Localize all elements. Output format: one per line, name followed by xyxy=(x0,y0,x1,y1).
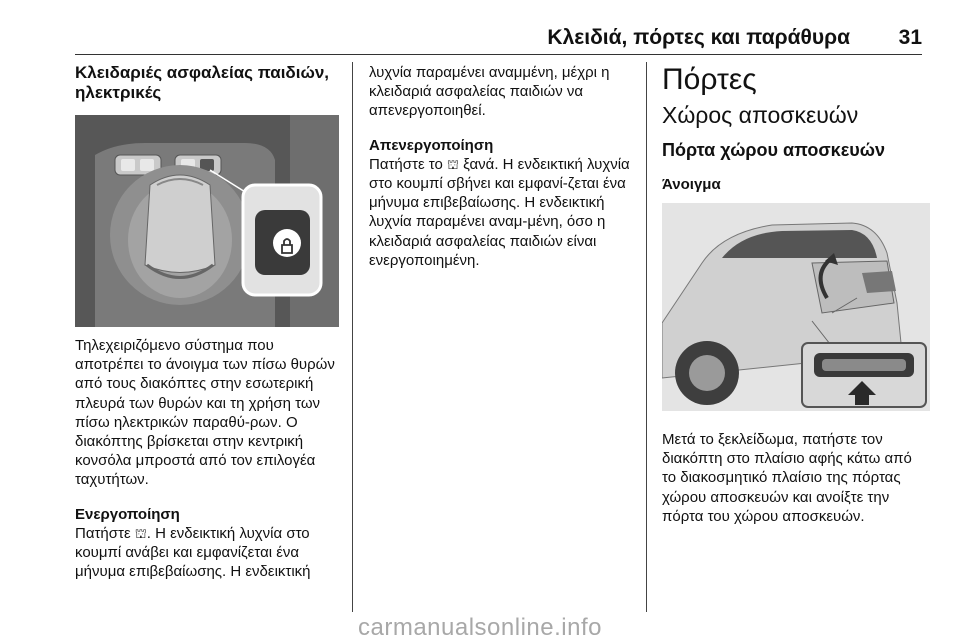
column-1 xyxy=(75,63,343,103)
activation-heading: Ενεργοποίηση xyxy=(75,505,180,523)
child-lock-description: Τηλεχειριζόμενο σύστημα που αποτρέπει το άνοιγμα των πίσω θυρών από τους διακόπτες στην εσωτερική πλευρά των θυρών και τη χρήση των πίσω ηλεκτρικών παραθύ-ρων. Ο διακόπτης βρίσκεται στην κεντρική κονσόλα μπροστά από τον επιλογέα ταχυτήτων. xyxy=(75,337,335,489)
watermark: carmanualsonline.info xyxy=(0,613,960,642)
opening-heading: Άνοιγμα xyxy=(662,176,721,193)
column-divider-1 xyxy=(352,62,353,612)
section-subsubtitle-tailgate: Πόρτα χώρου αποσκευών xyxy=(662,140,885,160)
activation-text-start: Πατήστε xyxy=(75,524,131,542)
column-divider-2 xyxy=(646,62,647,612)
console-switch-drawing xyxy=(75,115,339,327)
activation-text-end: . Η ενδεικτική λυχνία στο κουμπί ανάβει και εμφανίζεται ένα μήνυμα επιβεβαίωσης. Η ενδεικτική xyxy=(75,524,311,581)
column-1-body xyxy=(75,336,343,581)
deactivation-heading: Απενεργοποίηση xyxy=(369,136,494,154)
section-subtitle-luggage: Χώρος αποσκευών xyxy=(662,102,859,128)
section-heading-child-locks: Κλειδαριές ασφαλείας παιδιών, ηλεκτρικές xyxy=(75,63,329,102)
page-number: 31 xyxy=(898,26,922,49)
child-lock-icon: ⛫ xyxy=(134,525,147,541)
column-2 xyxy=(369,63,637,270)
console-switch-illustration xyxy=(75,115,339,327)
deactivation-text xyxy=(369,155,637,270)
header-rule xyxy=(75,54,922,55)
opening-text: Μετά το ξεκλείδωμα, πατήστε τον διακόπτη στο πλαίσιο αφής κάτω από το διακοσμητικό πλαίσιο της πόρτας χώρου αποσκευών και ανοίξτε την πόρτα του χώρου αποσκευών. xyxy=(662,431,912,525)
activation-text xyxy=(75,524,343,582)
column-3 xyxy=(662,63,930,194)
deactivation-text-end: ξανά. Η ενδεικτική λυχνία στο κουμπί σβήνει και εμφανί-ζεται ένα μήνυμα επιβεβαίωσης. Η ενδεικτική λυχνία παραμένει αναμ-μένη, όσο η κλειδαριά ασφαλείας παιδιών είναι ενεργοποιημένη. xyxy=(369,155,630,269)
tailgate-drawing xyxy=(662,203,930,411)
column-3-body xyxy=(662,430,930,526)
page-header-title: Κλειδιά, πόρτες και παράθυρα xyxy=(547,26,850,49)
child-lock-icon: ⛫ xyxy=(447,156,459,172)
tailgate-illustration xyxy=(662,203,930,411)
activation-text-continued: λυχνία παραμένει αναμμένη, μέχρι η κλειδαριά ασφαλείας παιδιών να απενεργοποιηθεί. xyxy=(369,64,610,120)
section-title-doors: Πόρτες xyxy=(662,63,757,96)
deactivation-text-start: Πατήστε το xyxy=(369,155,443,173)
